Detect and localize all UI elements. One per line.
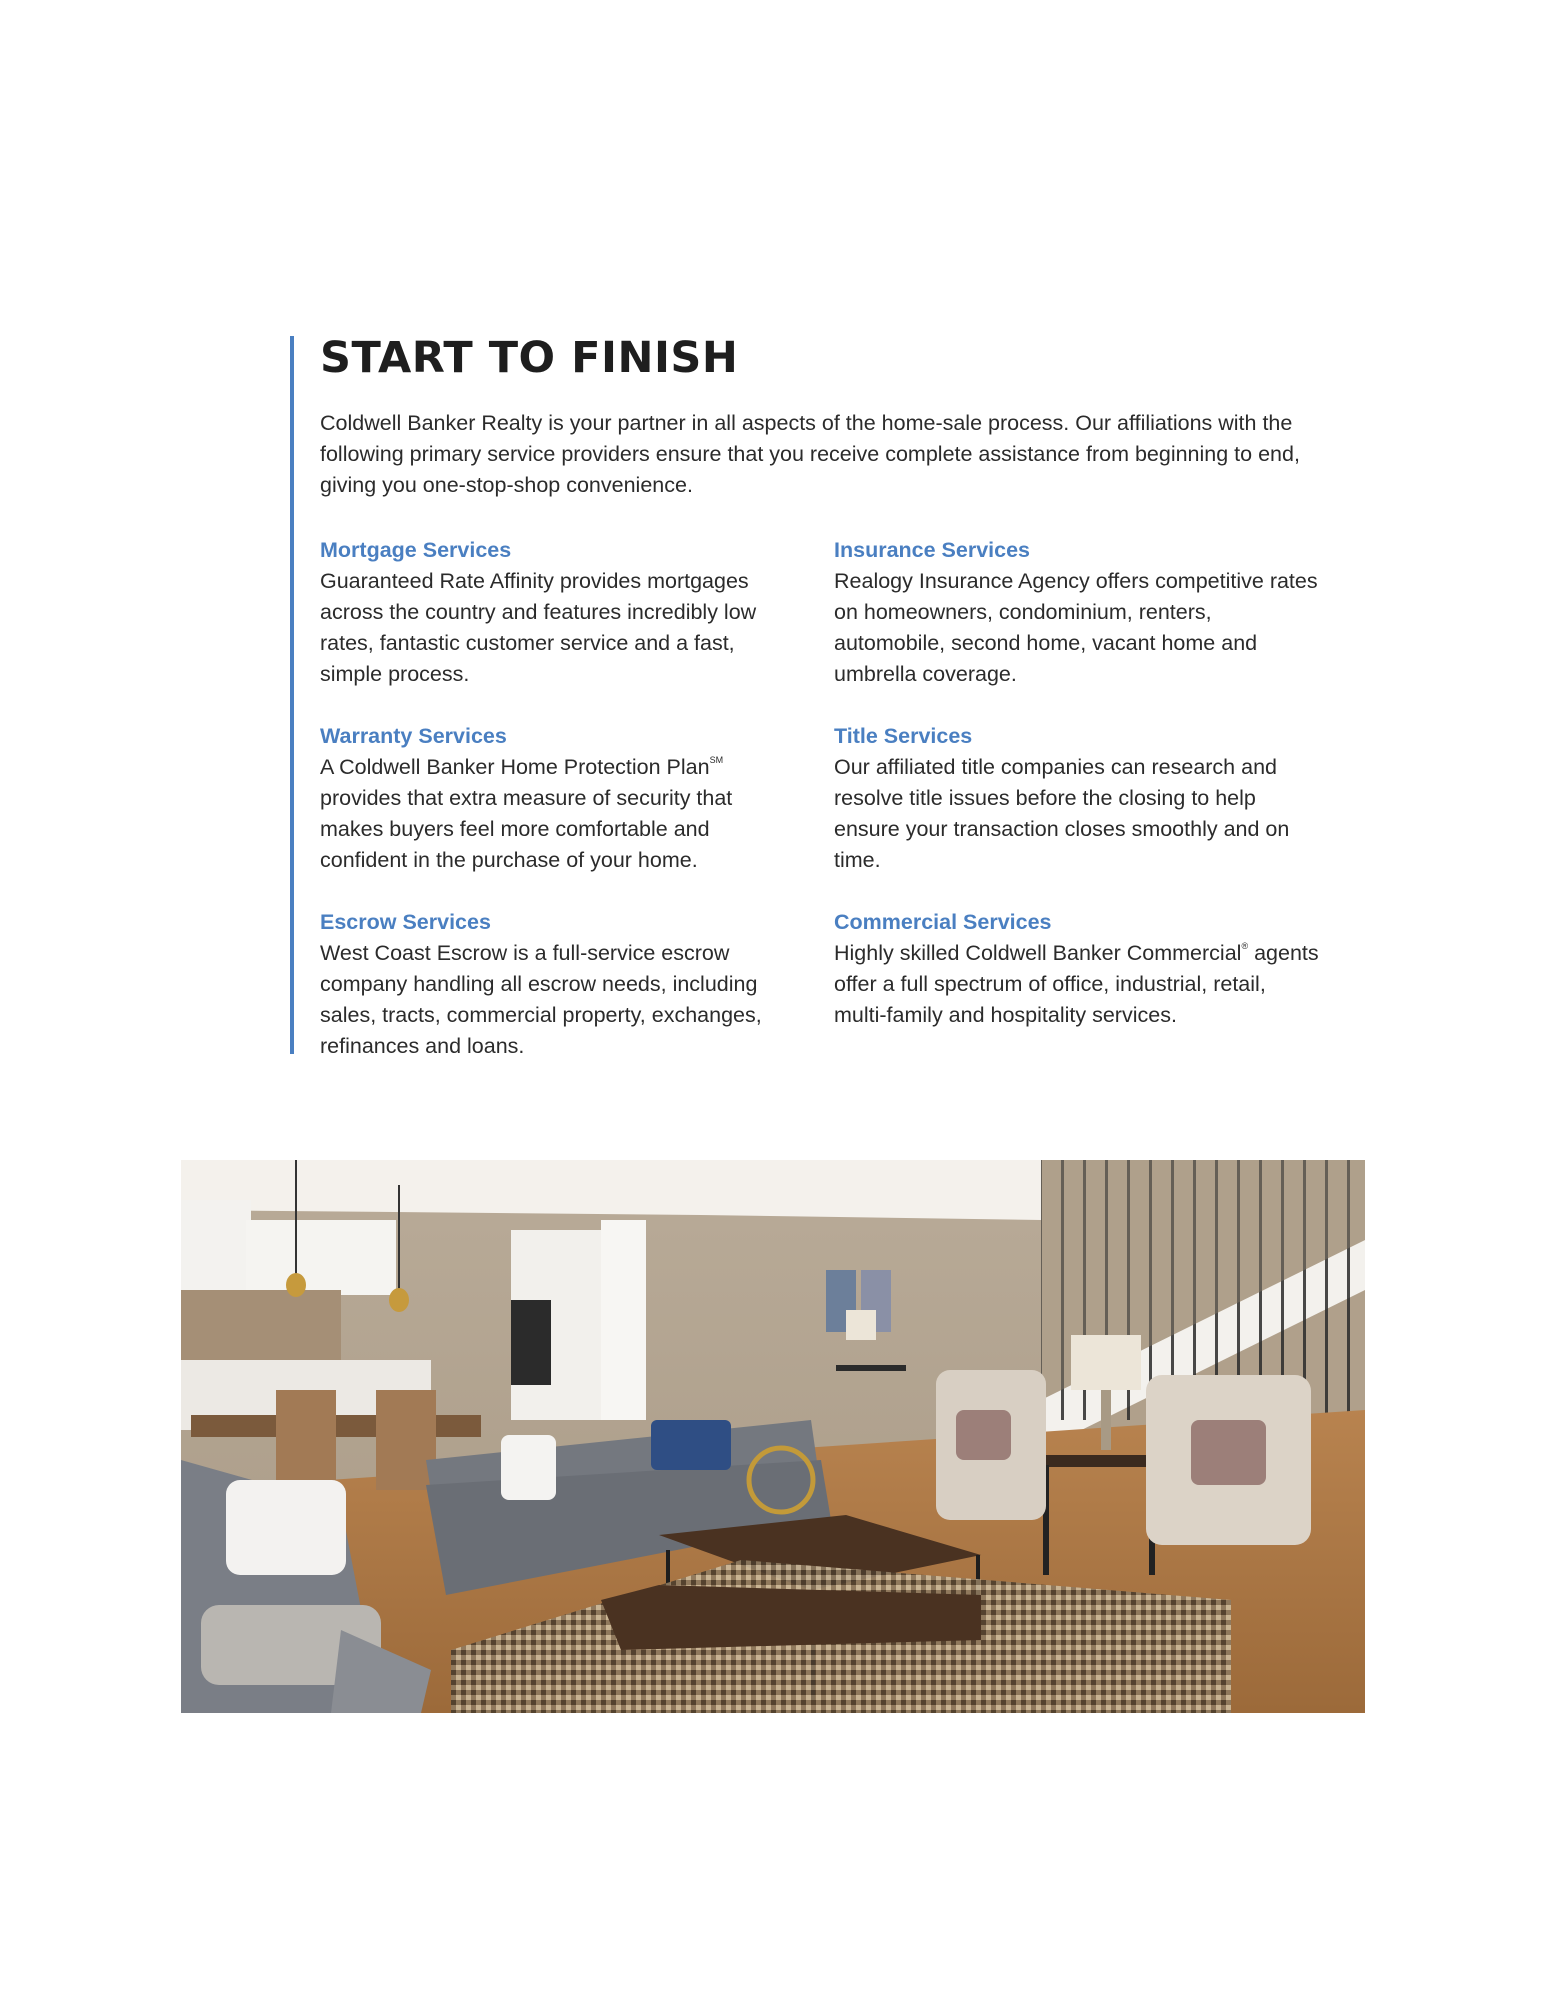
service-heading: Warranty Services [320,724,507,748]
insurance-services [834,535,1324,690]
intro-paragraph: Coldwell Banker Realty is your partner in all aspects of the home-sale process. Our affiliations with the following primary service providers ensure that you receive complete assistance from beginning to end, giving you one-stop-shop convenience. [320,411,1300,497]
service-text-start: A Coldwell Banker Home Protection Plan [320,755,710,779]
service-heading: Mortgage Services [320,538,512,562]
service-text-end: provides that extra measure of security that makes buyers feel more comfortable and confident in the purchase of your home. [320,786,733,872]
service-description: Guaranteed Rate Affinity provides mortgages across the country and features incredibly low rates, fantastic customer service and a fast, simple process. [320,569,757,686]
service-description: Our affiliated title companies can research and resolve title issues before the closing to help ensure your transaction closes smoothly and on time. [834,755,1290,872]
commercial-services [834,907,1324,1031]
escrow-services [320,907,790,1062]
service-description [320,752,790,876]
start-to-finish-section [290,333,1334,1058]
section-inner [320,333,1320,1058]
service-heading: Insurance Services [834,538,1031,562]
service-text-end: agents offer a full spectrum of office, industrial, retail, multi-family and hospitality services. [834,941,1319,1027]
services-right-column [834,535,1324,1062]
service-mark: SM [709,755,724,765]
warranty-services [320,721,790,876]
service-description [834,938,1324,1031]
service-text-start: Highly skilled Coldwell Banker Commercial [834,941,1242,965]
services-left-column [320,535,790,1093]
service-mark: ® [1241,941,1249,951]
service-heading: Commercial Services [834,910,1052,934]
page-title: START TO FINISH [320,333,739,383]
living-room-illustration [181,1160,1365,1713]
service-description: West Coast Escrow is a full-service escrow company handling all escrow needs, including sales, tracts, commercial property, exchanges, refinances and loans. [320,941,762,1058]
living-room-photo [181,1160,1365,1713]
mortgage-services [320,535,790,690]
service-heading: Escrow Services [320,910,491,934]
service-heading: Title Services [834,724,973,748]
title-services [834,721,1324,876]
service-description: Realogy Insurance Agency offers competitive rates on homeowners, condominium, renters, automobile, second home, vacant home and umbrella coverage. [834,569,1318,686]
